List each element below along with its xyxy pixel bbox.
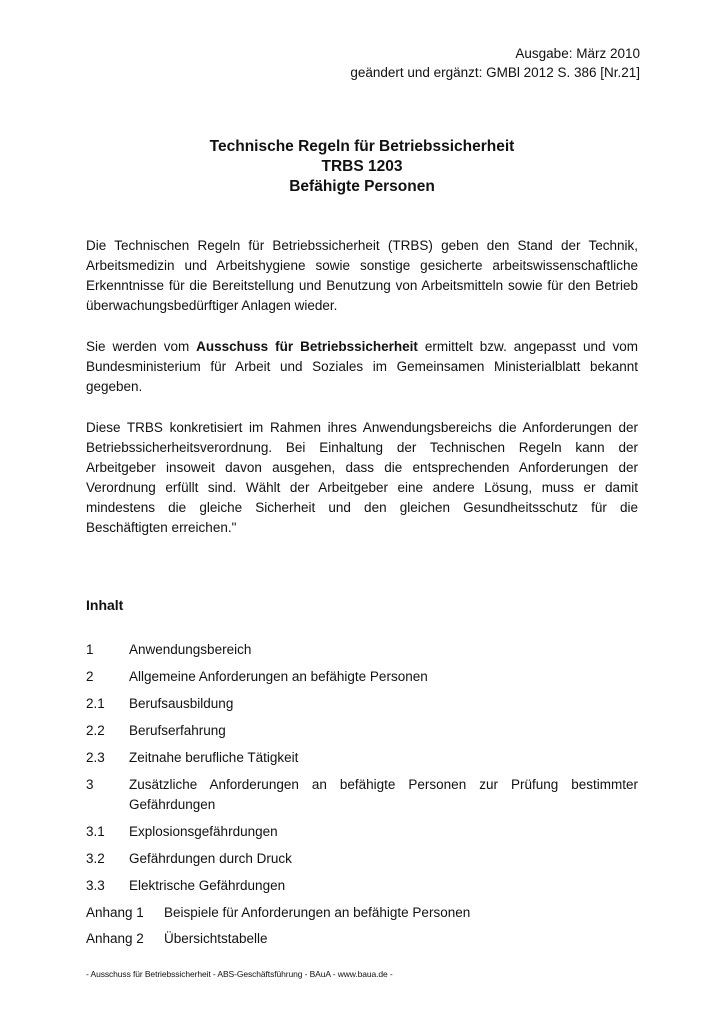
- toc-text: Berufserfahrung: [129, 723, 226, 738]
- toc-text: Zeitnahe berufliche Tätigkeit: [129, 750, 299, 765]
- toc-number: 3.2: [86, 851, 105, 866]
- title-line-2: TRBS 1203: [321, 158, 403, 175]
- page-footer: - Ausschuss für Betriebssicherheit - ABS-Geschäftsführung - BAuA - www.baua.de -: [86, 969, 393, 979]
- toc-item: [86, 694, 638, 714]
- table-of-contents: [86, 640, 638, 955]
- title-line-1: Technische Regeln für Betriebssicherheit: [209, 138, 515, 155]
- toc-number: 3.1: [86, 824, 105, 839]
- toc-item: [86, 748, 638, 768]
- p2-text-after: ermittelt bzw. angepasst und vom Bundesministerium für Arbeit und Soziales im Gemeinsamen Ministerialblatt bekannt gegeben.: [86, 339, 639, 394]
- toc-text: Explosionsgefährdungen: [129, 824, 278, 839]
- toc-item: [86, 775, 638, 815]
- toc-text: Anwendungsbereich: [129, 642, 252, 657]
- toc-number: 3.3: [86, 878, 105, 893]
- edition-date: Ausgabe: März 2010: [515, 46, 640, 61]
- toc-number: 2.2: [86, 723, 105, 738]
- toc-item: [86, 822, 638, 842]
- toc-annex-item: [86, 903, 638, 923]
- toc-text: Berufsausbildung: [129, 696, 234, 711]
- intro-paragraph-1: Die Technischen Regeln für Betriebssicherheit (TRBS) geben den Stand der Technik, Arbeitsmedizin und Arbeitshygiene sowie sonstige gesicherte arbeitswissenschaftliche Erkenntnisse für die Bereitstellung und Benutzung von Arbeitsmitteln sowie für den Betrieb überwachungsbedürftiger Anlagen wieder.: [86, 238, 638, 313]
- toc-item: [86, 667, 638, 687]
- toc-text: Zusätzliche Anforderungen an befähigte Personen zur Prüfung bestimmter Gefährdungen: [129, 777, 638, 812]
- toc-text: Gefährdungen durch Druck: [129, 851, 292, 866]
- title-line-3: Befähigte Personen: [289, 178, 435, 195]
- intro-paragraph-2: [86, 337, 638, 397]
- toc-item: [86, 876, 638, 896]
- toc-heading: Inhalt: [86, 597, 124, 613]
- document-header-meta: [350, 44, 640, 82]
- toc-item: [86, 721, 638, 741]
- toc-number: 2.3: [86, 750, 105, 765]
- committee-name: Ausschuss für Betriebssicherheit: [196, 339, 418, 354]
- annex-number: Anhang 2: [86, 931, 144, 946]
- toc-annex-item: [86, 929, 638, 949]
- p2-text-before: Sie werden vom: [86, 339, 197, 354]
- toc-item: [86, 640, 638, 660]
- intro-paragraph-3: Diese TRBS konkretisiert im Rahmen ihres Anwendungsbereichs die Anforderungen der Betriebssicherheitsverordnung. Bei Einhaltung der Technischen Regeln kann der Arbeitgeber insoweit davon ausgehen, dass die entsprechenden Anforderungen der Verordnung erfüllt sind. Wählt der Arbeitgeber eine andere Lösung, muss er damit mindestens die gleiche Sicherheit und den gleichen Gesundheitsschutz für die Beschäftigten erreichen.": [86, 420, 638, 535]
- toc-text: Allgemeine Anforderungen an befähigte Personen: [129, 669, 428, 684]
- toc-item: [86, 849, 638, 869]
- toc-number: 2: [86, 669, 94, 684]
- annex-text: Beispiele für Anforderungen an befähigte Personen: [164, 905, 471, 920]
- annex-text: Übersichtstabelle: [164, 931, 268, 946]
- amendment-note: geändert und ergänzt: GMBl 2012 S. 386 [Nr.21]: [350, 65, 640, 80]
- toc-number: 2.1: [86, 696, 105, 711]
- annex-number: Anhang 1: [86, 905, 144, 920]
- document-title: [0, 137, 724, 197]
- toc-number: 3: [86, 777, 94, 792]
- toc-text: Elektrische Gefährdungen: [129, 878, 286, 893]
- toc-number: 1: [86, 642, 94, 657]
